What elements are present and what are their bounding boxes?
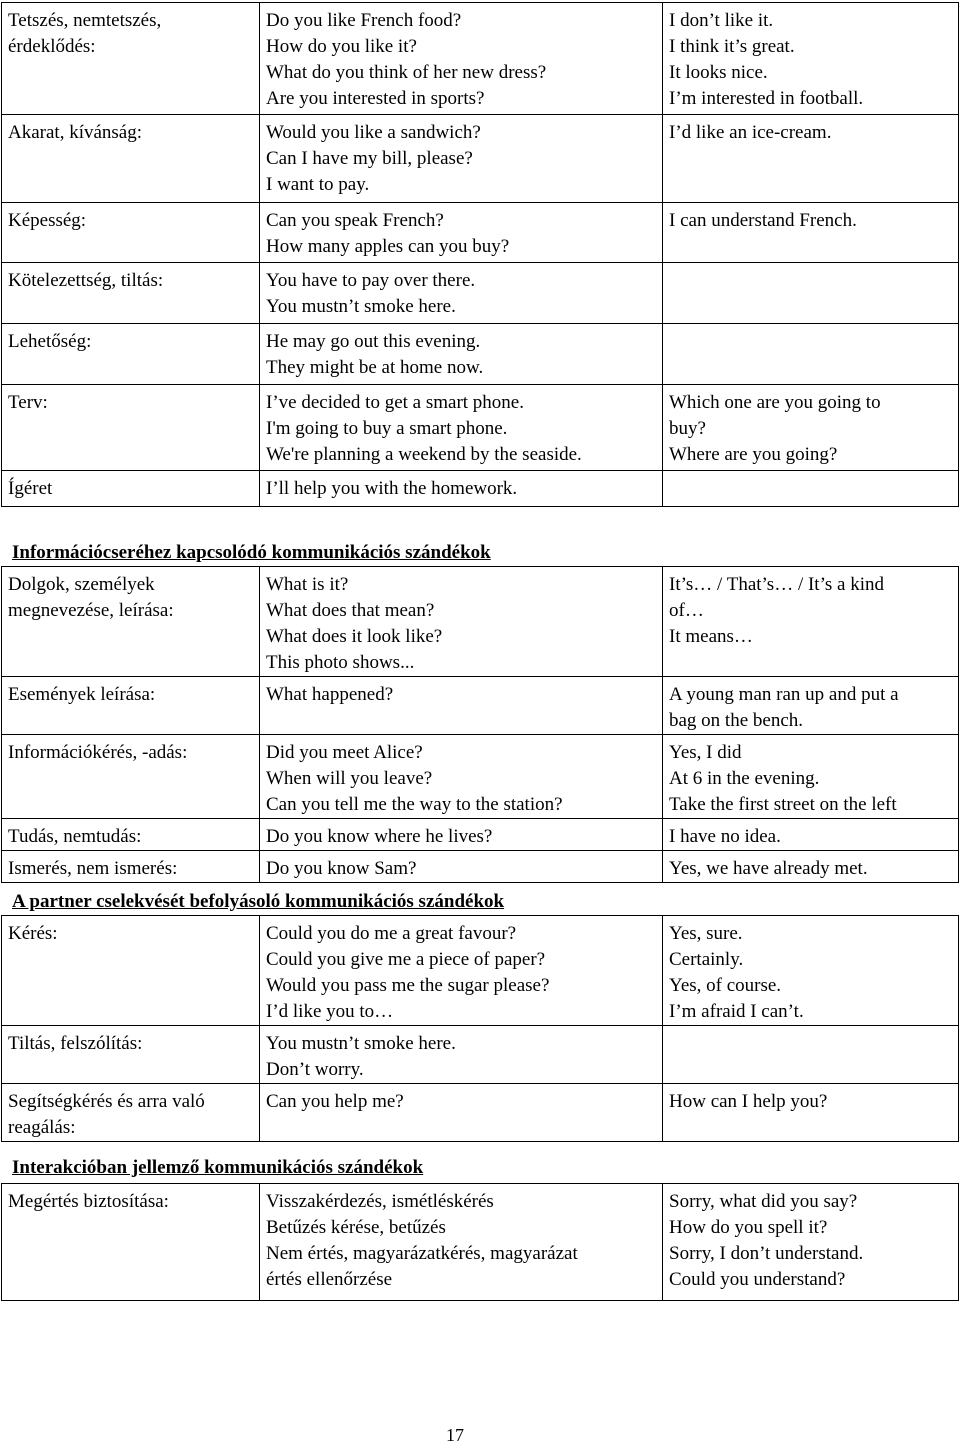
- examples-cell: [260, 324, 663, 385]
- text-line: A young man ran up and put a: [669, 684, 899, 705]
- table-row: [2, 567, 959, 677]
- category-cell: [2, 3, 260, 115]
- text-line: Sorry, I don’t understand.: [669, 1243, 864, 1264]
- responses-cell: [663, 735, 959, 819]
- examples-cell: [260, 567, 663, 677]
- table-row: [2, 851, 959, 883]
- table-row: [2, 1084, 959, 1142]
- text-line: érdeklődés:: [8, 36, 96, 57]
- text-line: I want to pay.: [266, 174, 370, 195]
- text-line: How can I help you?: [669, 1091, 828, 1112]
- responses-cell: [663, 324, 959, 385]
- responses-cell: [663, 677, 959, 735]
- text-line: Megértés biztosítása:: [8, 1191, 169, 1212]
- text-line: Would you pass me the sugar please?: [266, 975, 550, 996]
- text-line: Lehetőség:: [8, 331, 92, 352]
- responses-cell: [663, 203, 959, 263]
- text-line: I’m afraid I can’t.: [669, 1001, 804, 1022]
- text-line: I think it’s great.: [669, 36, 795, 57]
- text-line: What is it?: [266, 574, 349, 595]
- text-line: Tudás, nemtudás:: [8, 826, 142, 847]
- text-line: Dolgok, személyek: [8, 574, 155, 595]
- text-line: I’ve decided to get a smart phone.: [266, 392, 524, 413]
- examples-cell: [260, 1084, 663, 1142]
- responses-cell: [663, 3, 959, 115]
- category-cell: [2, 851, 260, 883]
- text-line: This photo shows...: [266, 652, 415, 673]
- text-line: Did you meet Alice?: [266, 742, 423, 763]
- examples-cell: [260, 1184, 663, 1301]
- examples-cell: [260, 819, 663, 851]
- category-cell: [2, 677, 260, 735]
- responses-cell: [663, 819, 959, 851]
- text-line: Don’t worry.: [266, 1059, 364, 1080]
- text-line: Yes, of course.: [669, 975, 782, 996]
- category-cell: [2, 115, 260, 203]
- text-line: When will you leave?: [266, 768, 433, 789]
- text-line: Akarat, kívánság:: [8, 122, 143, 143]
- examples-cell: [260, 1026, 663, 1084]
- text-line: I’m interested in football.: [669, 88, 864, 109]
- responses-cell: [663, 851, 959, 883]
- text-line: Where are you going?: [669, 444, 838, 465]
- category-cell: [2, 471, 260, 507]
- category-cell: [2, 567, 260, 677]
- text-line: Képesség:: [8, 210, 87, 231]
- section-title: Interakcióban jellemző kommunikációs szándékok: [12, 1157, 424, 1178]
- text-line: Which one are you going to: [669, 392, 881, 413]
- category-cell: [2, 819, 260, 851]
- text-line: Yes, sure.: [669, 923, 743, 944]
- table-row: [2, 1184, 959, 1301]
- category-cell: [2, 1184, 260, 1301]
- text-line: Could you do me a great favour?: [266, 923, 517, 944]
- text-line: Sorry, what did you say?: [669, 1191, 858, 1212]
- examples-cell: [260, 471, 663, 507]
- text-line: Nem értés, magyarázatkérés, magyarázat: [266, 1243, 578, 1264]
- text-line: megnevezése, leírása:: [8, 600, 174, 621]
- text-line: Are you interested in sports?: [266, 88, 485, 109]
- text-line: Take the first street on the left: [669, 794, 897, 815]
- category-cell: [2, 735, 260, 819]
- category-cell: [2, 1026, 260, 1084]
- text-line: What does that mean?: [266, 600, 435, 621]
- text-line: How many apples can you buy?: [266, 236, 510, 257]
- category-cell: [2, 203, 260, 263]
- responses-cell: [663, 385, 959, 471]
- section-title: Információcseréhez kapcsolódó kommunikációs szándékok: [12, 542, 491, 563]
- text-line: Could you give me a piece of paper?: [266, 949, 546, 970]
- text-line: I have no idea.: [669, 826, 781, 847]
- table-section3: [1, 915, 959, 1142]
- table-row: [2, 324, 959, 385]
- text-line: értés ellenőrzése: [266, 1269, 393, 1290]
- responses-cell: [663, 471, 959, 507]
- table-row: [2, 916, 959, 1026]
- responses-cell: [663, 263, 959, 324]
- text-line: I'm going to buy a smart phone.: [266, 418, 508, 439]
- examples-cell: [260, 203, 663, 263]
- section-title: A partner cselekvését befolyásoló kommunikációs szándékok: [12, 891, 505, 912]
- responses-cell: [663, 1026, 959, 1084]
- text-line: Could you understand?: [669, 1269, 846, 1290]
- text-line: How do you spell it?: [669, 1217, 828, 1238]
- category-cell: [2, 385, 260, 471]
- table-row: [2, 203, 959, 263]
- category-cell: [2, 916, 260, 1026]
- text-line: Do you know where he lives?: [266, 826, 493, 847]
- responses-cell: [663, 1184, 959, 1301]
- text-line: Ígéret: [8, 478, 53, 499]
- table-row: [2, 115, 959, 203]
- text-line: It’s… / That’s… / It’s a kind: [669, 574, 884, 595]
- text-line: You mustn’t smoke here.: [266, 1033, 456, 1054]
- page-number: 17: [446, 1425, 464, 1445]
- text-line: Kötelezettség, tiltás:: [8, 270, 164, 291]
- text-line: What happened?: [266, 684, 394, 705]
- text-line: I’ll help you with the homework.: [266, 478, 518, 499]
- text-line: Can you speak French?: [266, 210, 444, 231]
- category-cell: [2, 324, 260, 385]
- text-line: What do you think of her new dress?: [266, 62, 547, 83]
- text-line: I’d like you to…: [266, 1001, 394, 1022]
- text-line: How do you like it?: [266, 36, 417, 57]
- table-section1: [1, 2, 959, 507]
- examples-cell: [260, 677, 663, 735]
- text-line: They might be at home now.: [266, 357, 484, 378]
- text-line: Események leírása:: [8, 684, 156, 705]
- text-line: Kérés:: [8, 923, 58, 944]
- text-line: Can I have my bill, please?: [266, 148, 473, 169]
- text-line: Ismerés, nem ismerés:: [8, 858, 178, 879]
- table-row: [2, 3, 959, 115]
- text-line: Would you like a sandwich?: [266, 122, 481, 143]
- text-line: reagálás:: [8, 1117, 76, 1138]
- examples-cell: [260, 263, 663, 324]
- text-line: Do you know Sam?: [266, 858, 417, 879]
- text-line: Can you help me?: [266, 1091, 404, 1112]
- examples-cell: [260, 385, 663, 471]
- table-row: [2, 385, 959, 471]
- examples-cell: [260, 851, 663, 883]
- text-line: I can understand French.: [669, 210, 857, 231]
- text-line: Visszakérdezés, ismétléskérés: [266, 1191, 494, 1212]
- text-line: Tiltás, felszólítás:: [8, 1033, 143, 1054]
- responses-cell: [663, 567, 959, 677]
- responses-cell: [663, 1084, 959, 1142]
- table-row: [2, 735, 959, 819]
- responses-cell: [663, 115, 959, 203]
- text-line: It looks nice.: [669, 62, 768, 83]
- table-row: [2, 1026, 959, 1084]
- text-line: Terv:: [8, 392, 48, 413]
- text-line: You have to pay over there.: [266, 270, 476, 291]
- text-line: Betűzés kérése, betűzés: [266, 1217, 446, 1238]
- text-line: He may go out this evening.: [266, 331, 481, 352]
- table-section2: [1, 566, 959, 883]
- text-line: Információkérés, -adás:: [8, 742, 188, 763]
- text-line: Do you like French food?: [266, 10, 462, 31]
- text-line: buy?: [669, 418, 706, 439]
- examples-cell: [260, 735, 663, 819]
- category-cell: [2, 263, 260, 324]
- examples-cell: [260, 3, 663, 115]
- text-line: At 6 in the evening.: [669, 768, 820, 789]
- table-row: [2, 263, 959, 324]
- responses-cell: [663, 916, 959, 1026]
- text-line: You mustn’t smoke here.: [266, 296, 456, 317]
- text-line: Segítségkérés és arra való: [8, 1091, 205, 1112]
- text-line: Yes, we have already met.: [669, 858, 868, 879]
- text-line: of…: [669, 600, 704, 621]
- text-line: It means…: [669, 626, 753, 647]
- category-cell: [2, 1084, 260, 1142]
- table-row: [2, 471, 959, 507]
- text-line: We're planning a weekend by the seaside.: [266, 444, 582, 465]
- text-line: Certainly.: [669, 949, 744, 970]
- text-line: Yes, I did: [669, 742, 742, 763]
- text-line: I’d like an ice-cream.: [669, 122, 832, 143]
- text-line: What does it look like?: [266, 626, 443, 647]
- table-row: [2, 819, 959, 851]
- text-line: Tetszés, nemtetszés,: [8, 10, 162, 31]
- text-line: bag on the bench.: [669, 710, 804, 731]
- text-line: Can you tell me the way to the station?: [266, 794, 563, 815]
- examples-cell: [260, 115, 663, 203]
- table-section4: [1, 1183, 959, 1301]
- text-line: I don’t like it.: [669, 10, 774, 31]
- examples-cell: [260, 916, 663, 1026]
- table-row: [2, 677, 959, 735]
